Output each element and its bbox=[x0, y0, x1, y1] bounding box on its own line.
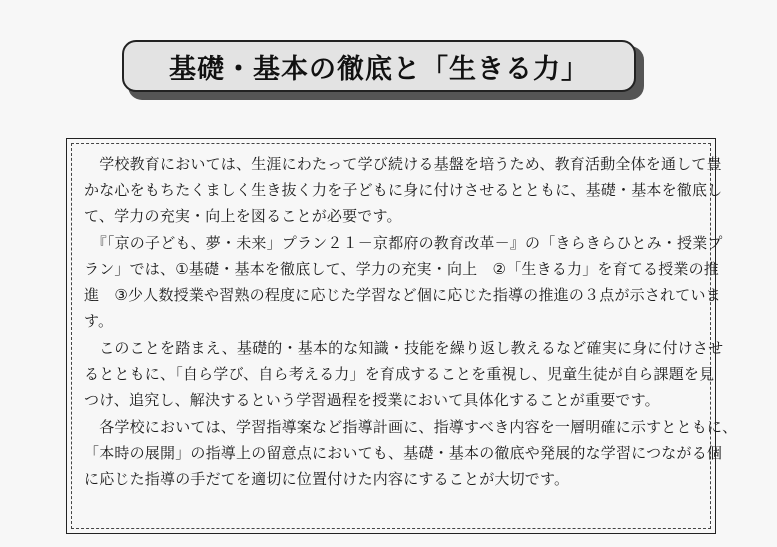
text-line: 『「京の子ども、夢・未来」プラン２１－京都府の教育改革－』の「きらきらひとみ・授業プ bbox=[84, 234, 723, 252]
text-line: るとともに、「自ら学び、自ら考える力」を育成することを重視し、児童生徒が自ら課題を見 bbox=[84, 365, 715, 383]
text-line: す。 bbox=[84, 312, 114, 330]
text-line: 「本時の展開」の指導上の留意点においても、基礎・基本の徹底や発展的な学習につながる個 bbox=[84, 444, 723, 462]
text-line: つけ、追究し、解決するという学習過程を授業において具体化することが重要です。 bbox=[84, 391, 660, 409]
page-title: 基礎・基本の徹底と「生きる力」 bbox=[169, 53, 589, 85]
text-line: 学校教育においては、生涯にわたって学び続ける基盤を培うため、教育活動全体を通して豊 bbox=[84, 155, 722, 173]
text-line: て、学力の充実・向上を図ることが必要です。 bbox=[84, 207, 402, 225]
text-line: ラン」では、①基礎・基本を徹底して、学力の充実・向上 ②「生きる力」を育てる授業の推 bbox=[84, 260, 719, 278]
text-line: 進 ③少人数授業や習熟の程度に応じた学習など個に応じた指導の推進の３点が示されていま bbox=[84, 286, 721, 304]
text-line: に応じた指導の手だてを適切に位置付けた内容にすることが大切です。 bbox=[84, 470, 570, 488]
text-line: このことを踏まえ、基礎的・基本的な知識・技能を繰り返し教えるなど確実に身に付けさせ bbox=[84, 339, 724, 357]
text-line: 各学校においては、学習指導案など指導計画に、指導すべき内容を一層明確に示すとともに、 bbox=[84, 418, 738, 436]
text-line: かな心をもちたくましく生き抜く力を子どもに身に付けさせるとともに、基礎・基本を徹底し bbox=[84, 181, 723, 199]
title-box bbox=[122, 40, 636, 92]
